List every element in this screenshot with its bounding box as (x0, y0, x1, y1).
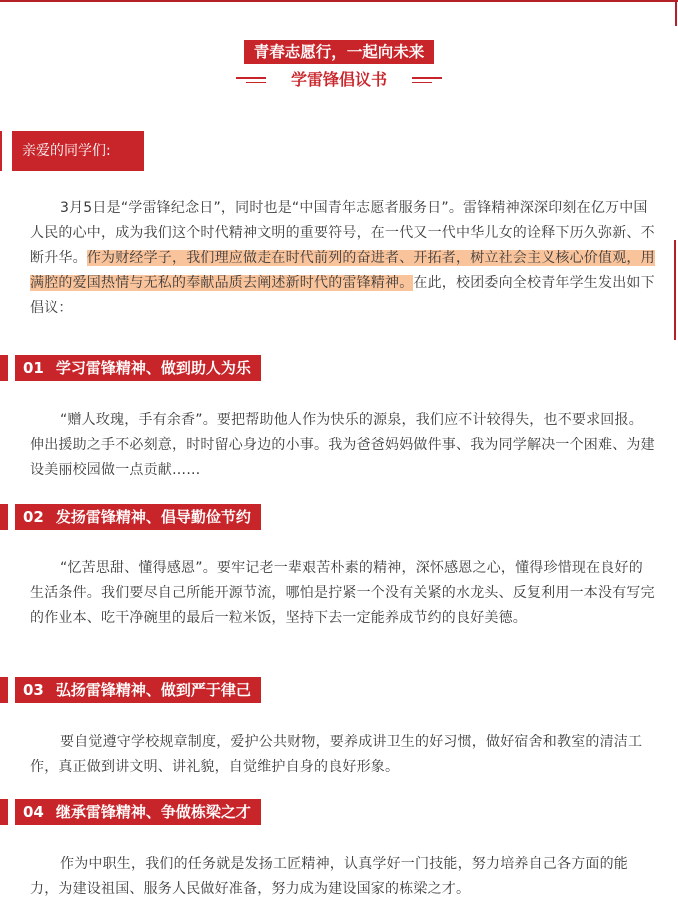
section-title: 发扬雷锋精神、倡导勤俭节约 (55, 508, 251, 526)
section-body-01 (30, 408, 656, 483)
slogan-banner: 青春志愿行，一起向未来 (244, 40, 435, 64)
document-title: 学雷锋倡议书 (290, 70, 387, 89)
section-heading-03 (15, 677, 261, 703)
section-number: 02 (23, 508, 44, 526)
section-body-02 (30, 556, 656, 631)
intro-text-end: 在此，校团委向全校青年学生发出如下倡议： (30, 275, 655, 316)
top-divider (0, 0, 678, 2)
intro-text: 3月5日是“学雷锋纪念日”，同时也是“中国青年志愿者服务日”。雷锋精神深深印刻在亿万中国人民的心中，成为我们这个时代精神文明的重要符号，在一代又一代中华儿女的诠释下历久弥新、不断升华。 (30, 200, 655, 266)
section-number: 03 (23, 681, 44, 699)
section-heading-01 (15, 355, 261, 381)
section-heading-02 (15, 504, 261, 530)
right-edge-accent (674, 240, 676, 340)
section-title: 弘扬雷锋精神、做到严于律己 (55, 681, 251, 699)
section-number: 04 (23, 803, 44, 821)
section-body-text: “忆苦思甜、懂得感恩”。要牢记老一辈艰苦朴素的精神，深怀感恩之心，懂得珍惜现在良好的生活条件。我们要尽自己所能开源节流，哪怕是拧紧一个没有关紧的水龙头、反复利用一本没有写完的作业本、吃干净碗里的最后一粒米饭，坚持下去一定能养成节约的良好美德。 (30, 560, 655, 626)
section-body-text: “赠人玫瑰，手有余香”。要把帮助他人作为快乐的源泉，我们应不计较得失，也不要求回报。伸出援助之手不必刻意，时时留心身边的小事。我为爸爸妈妈做件事、我为同学解决一个困难、为建设美丽校园做一点贡献…… (30, 412, 655, 478)
right-edge-accent (675, 2, 677, 26)
section-heading-04 (15, 799, 261, 825)
section-heading-cap (0, 504, 8, 530)
section-number: 01 (23, 359, 44, 377)
intro-paragraph (30, 196, 656, 321)
section-title: 继承雷锋精神、争做栋梁之才 (55, 803, 251, 821)
section-heading-cap (0, 677, 8, 703)
section-heading-cap (0, 355, 8, 381)
section-title: 学习雷锋精神、做到助人为乐 (55, 359, 251, 377)
greeting-label: 亲爱的同学们: (12, 131, 144, 171)
intro-highlight: 作为财经学子，我们理应做走在时代前列的奋进者、开拓者，树立社会主义核心价值观，用满腔的爱国热情与无私的奉献品质去阐述新时代的雷锋精神。 (30, 250, 655, 291)
section-body-03 (30, 730, 656, 780)
document-title-row (0, 68, 678, 92)
section-body-text: 要自觉遵守学校规章制度，爱护公共财物，要养成讲卫生的好习惯，做好宿舍和教室的清洁工作，真正做到讲文明、讲礼貌，自觉维护自身的良好形象。 (30, 734, 643, 775)
greeting-accent-bar (0, 131, 2, 171)
section-heading-cap (0, 799, 8, 825)
header (0, 40, 678, 64)
section-body-text: 作为中职生，我们的任务就是发扬工匠精神，认真学好一门技能，努力培养自己各方面的能力，为建设祖国、服务人民做好准备，努力成为建设国家的栋梁之才。 (30, 856, 628, 897)
section-body-04 (30, 852, 656, 902)
